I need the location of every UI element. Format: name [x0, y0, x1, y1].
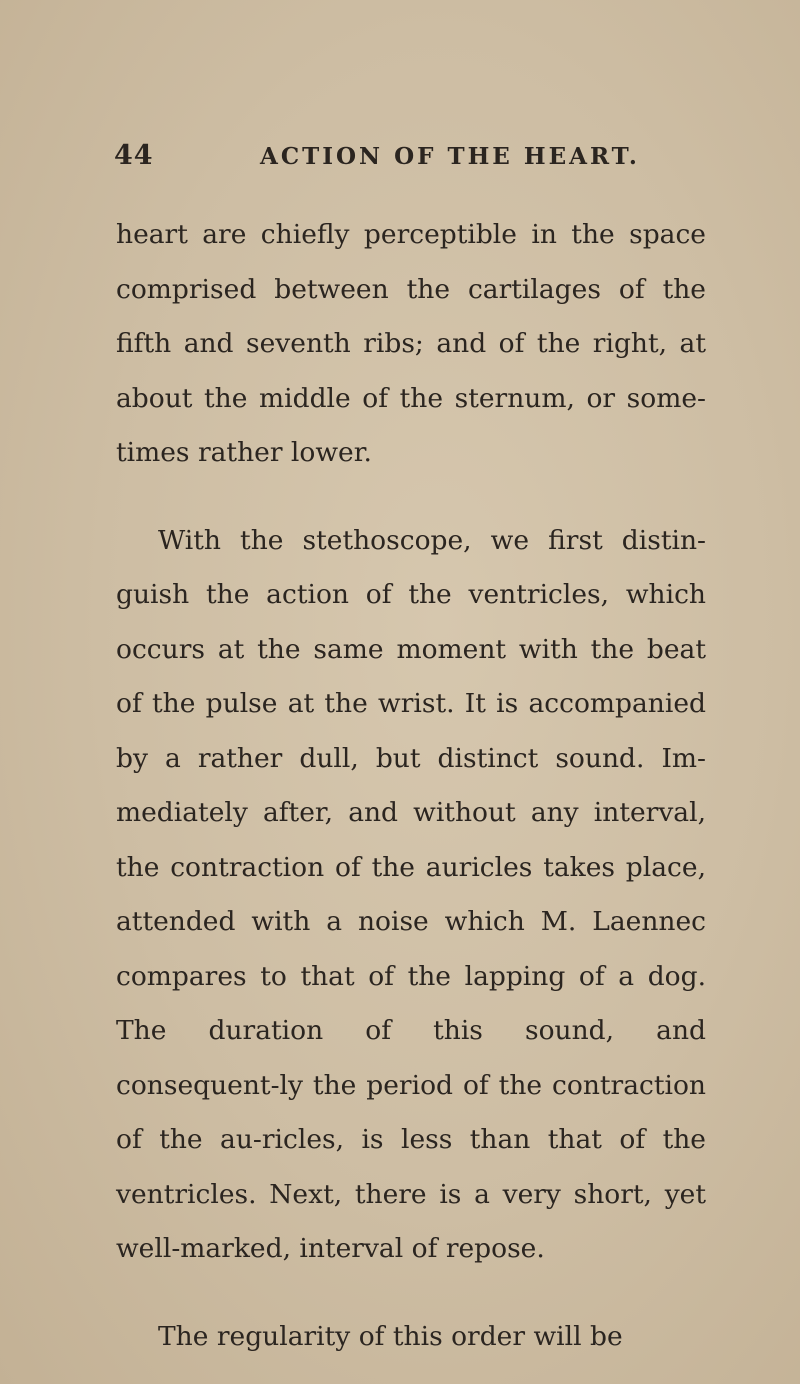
running-head: ACTION OF THE HEART. — [260, 143, 640, 170]
paragraph-3: The regularity of this order will be — [158, 1320, 623, 1352]
paragraph-2: With the stethoscope, we first distin-guish the action of the ventricles, which occurs at the same moment with the beat of the pulse at the wrist. It is accompanied by a rather dull, but distinct sound. Im-mediately after, and without any interval, the contraction of the auricles takes place, attended with a noise which M. Laennec compares to that of the lapping of a dog. The duration of this sound, and consequent-ly the period of the contraction of the au-ricles, is less than that of the ventricles. Next, there is a very short, yet well-marked, interval of repose. — [116, 524, 706, 1264]
paragraph-1: heart are chiefly perceptible in the space comprised between the cartilages of the fifth and seventh ribs; and of the right, at about the middle of the sternum, or some-times rather lower. — [116, 219, 706, 468]
body-text — [116, 208, 706, 1364]
page-header — [114, 140, 734, 180]
page-number: 44 — [114, 140, 154, 171]
